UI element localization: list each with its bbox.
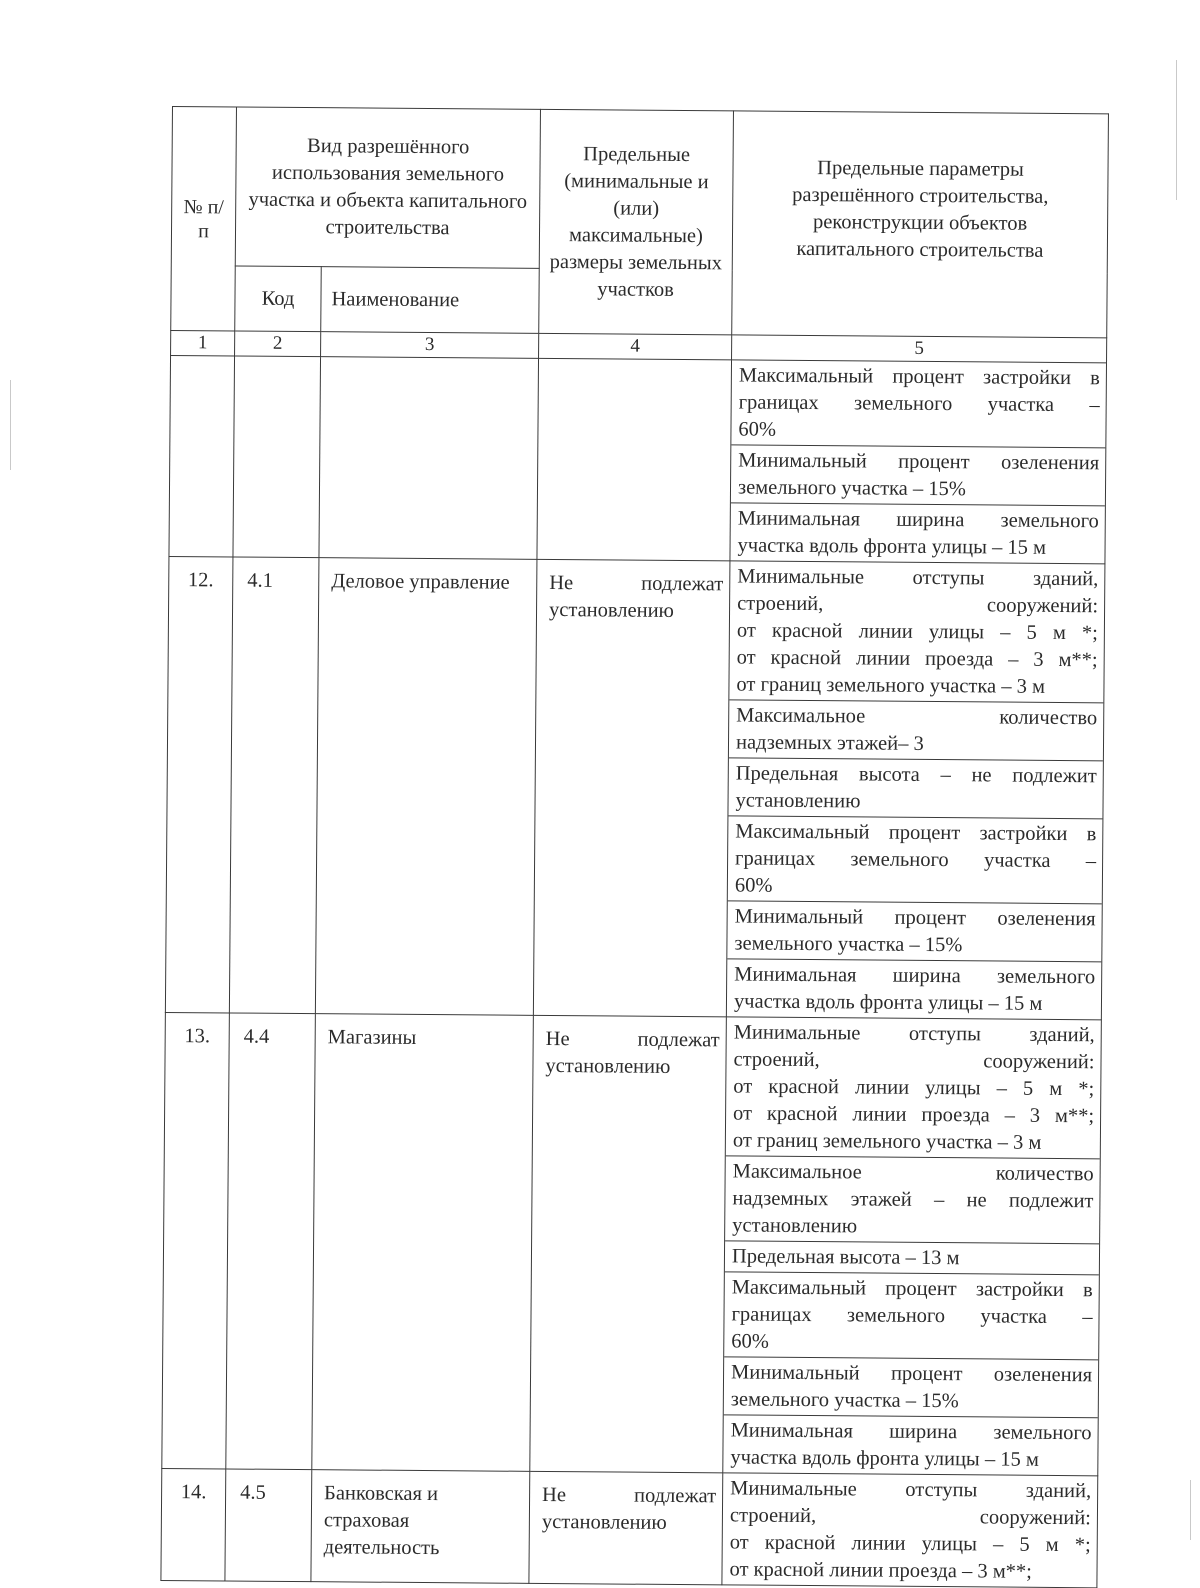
param-line: Максимальное количество (732, 1160, 1094, 1186)
params-cell (730, 360, 1107, 564)
param-item (730, 503, 1104, 563)
row-number: 12. (165, 556, 233, 1012)
param-line: от границ земельного участка – 3 м (736, 673, 1046, 698)
row-code: 4.4 (226, 1013, 316, 1470)
row-name: Магазины (312, 1014, 534, 1472)
param-line: Предельная высота – 13 м (731, 1245, 960, 1270)
empty-cell (233, 356, 321, 558)
header-params: Предельные параметры разрешённого строительства, реконструкции объектов капитального строительства (732, 111, 1109, 338)
param-line: надземных этажей– 3 (735, 731, 924, 755)
param-item (728, 816, 1103, 904)
colnum-1: 1 (171, 330, 235, 356)
param-line: 60% (738, 418, 777, 441)
row-code: 4.1 (229, 557, 319, 1014)
params-cell (726, 561, 1105, 1020)
param-line: Минимальная ширина земельного (730, 1419, 1092, 1445)
param-line: Минимальные отступы зданий, (737, 565, 1099, 591)
param-line: от красной линии проезда – 3 м**; (736, 646, 1098, 672)
row-number: 13. (162, 1012, 230, 1468)
param-line: надземных этажей – не подлежит (732, 1187, 1094, 1213)
row-size: Не подлежат установлению (533, 559, 730, 1017)
param-item (725, 1241, 1099, 1275)
param-line: от красной линии проезда – 3 м**; (733, 1102, 1095, 1128)
param-line: Минимальная ширина земельного (737, 507, 1099, 533)
header-code: Код (235, 266, 322, 332)
param-line: земельного участка – 15% (730, 1388, 959, 1413)
empty-cell (537, 358, 732, 561)
param-line: 60% (731, 1330, 769, 1353)
param-line: Минимальный процент озеленения (738, 449, 1100, 475)
table-row (165, 556, 1105, 1019)
param-line: Максимальный процент застройки в границах земельного участка – (738, 364, 1100, 417)
table-row-continuation (169, 355, 1107, 563)
row-code: 4.5 (225, 1469, 312, 1582)
header-row (171, 107, 1108, 273)
param-item (729, 561, 1104, 703)
param-item (726, 1017, 1101, 1159)
row-name: Банковская и страховая деятельность (311, 1470, 530, 1584)
param-item (728, 758, 1102, 819)
param-line: от красной линии улицы – 5 м *; (736, 619, 1098, 645)
param-line: участка вдоль фронта улицы – 15 м (737, 534, 1047, 559)
param-item (731, 360, 1106, 448)
param-line: установлению (732, 1214, 858, 1238)
param-line: строений, сооружений: (737, 592, 1099, 618)
param-line: 60% (734, 874, 773, 897)
param-item (725, 1156, 1100, 1244)
param-item (731, 445, 1105, 506)
empty-cell (169, 355, 235, 556)
land-use-table (160, 106, 1109, 1588)
scan-edge-mark (1176, 60, 1177, 200)
param-line: Минимальные отступы зданий, (733, 1021, 1095, 1047)
colnum-2: 2 (235, 331, 321, 357)
param-line: Максимальный процент застройки в границах земельного участка – (731, 1276, 1093, 1329)
param-line: Минимальные отступы зданий, (730, 1477, 1092, 1503)
param-line: от границ земельного участка – 3 м (732, 1129, 1042, 1154)
param-item (722, 1473, 1097, 1587)
colnum-5: 5 (732, 335, 1107, 363)
param-item (724, 1272, 1099, 1360)
param-line: Минимальный процент озеленения (734, 905, 1096, 931)
param-item (727, 959, 1101, 1019)
param-line: строений, сооружений: (733, 1048, 1095, 1074)
header-num: № п/п (171, 107, 237, 331)
row-size: Не подлежат установлению (530, 1015, 727, 1473)
param-line: от красной линии улицы – 5 м *; (729, 1531, 1091, 1557)
param-line: Предельная высота – не подлежит (735, 762, 1097, 788)
param-item (723, 1415, 1097, 1475)
header-name: Наименование (321, 267, 540, 334)
table-row (162, 1012, 1102, 1475)
param-line: Максимальный процент застройки в границах земельного участка – (735, 820, 1097, 873)
scan-edge-mark (1190, 1480, 1191, 1540)
row-size: Не подлежат установлению (529, 1471, 723, 1585)
document-page (160, 106, 1108, 1588)
row-number: 14. (161, 1468, 226, 1580)
param-line: от красной линии проезда – 3 м**; (729, 1558, 1033, 1583)
param-line: Максимальное количество (736, 704, 1098, 730)
params-cell (722, 1473, 1098, 1588)
param-line: Минимальный процент озеленения (730, 1361, 1093, 1387)
colnum-3: 3 (321, 332, 539, 359)
row-name: Деловое управление (315, 558, 537, 1016)
empty-cell (319, 357, 539, 560)
params-cell (723, 1017, 1102, 1476)
scan-edge-mark (10, 380, 11, 470)
param-line: участка вдоль фронта улицы – 15 м (733, 990, 1043, 1015)
param-item (729, 700, 1103, 761)
table-row (161, 1468, 1098, 1587)
param-item (724, 1357, 1098, 1418)
param-line: от красной линии улицы – 5 м *; (733, 1075, 1095, 1101)
header-vid: Вид разрешённого использования земельного участка и объекта капитального строительства (235, 107, 540, 268)
param-line: земельного участка – 15% (737, 476, 966, 501)
param-line: строений, сооружений: (729, 1504, 1092, 1530)
param-line: установлению (735, 789, 861, 813)
param-line: земельного участка – 15% (734, 932, 963, 957)
param-item (727, 901, 1101, 962)
param-line: участка вдоль фронта улицы – 15 м (730, 1446, 1039, 1471)
header-sizes: Предельные (минимальные и (или) максимальные) размеры земельных участков (539, 109, 734, 335)
param-line: Минимальная ширина земельного (734, 963, 1096, 989)
colnum-4: 4 (539, 333, 732, 360)
